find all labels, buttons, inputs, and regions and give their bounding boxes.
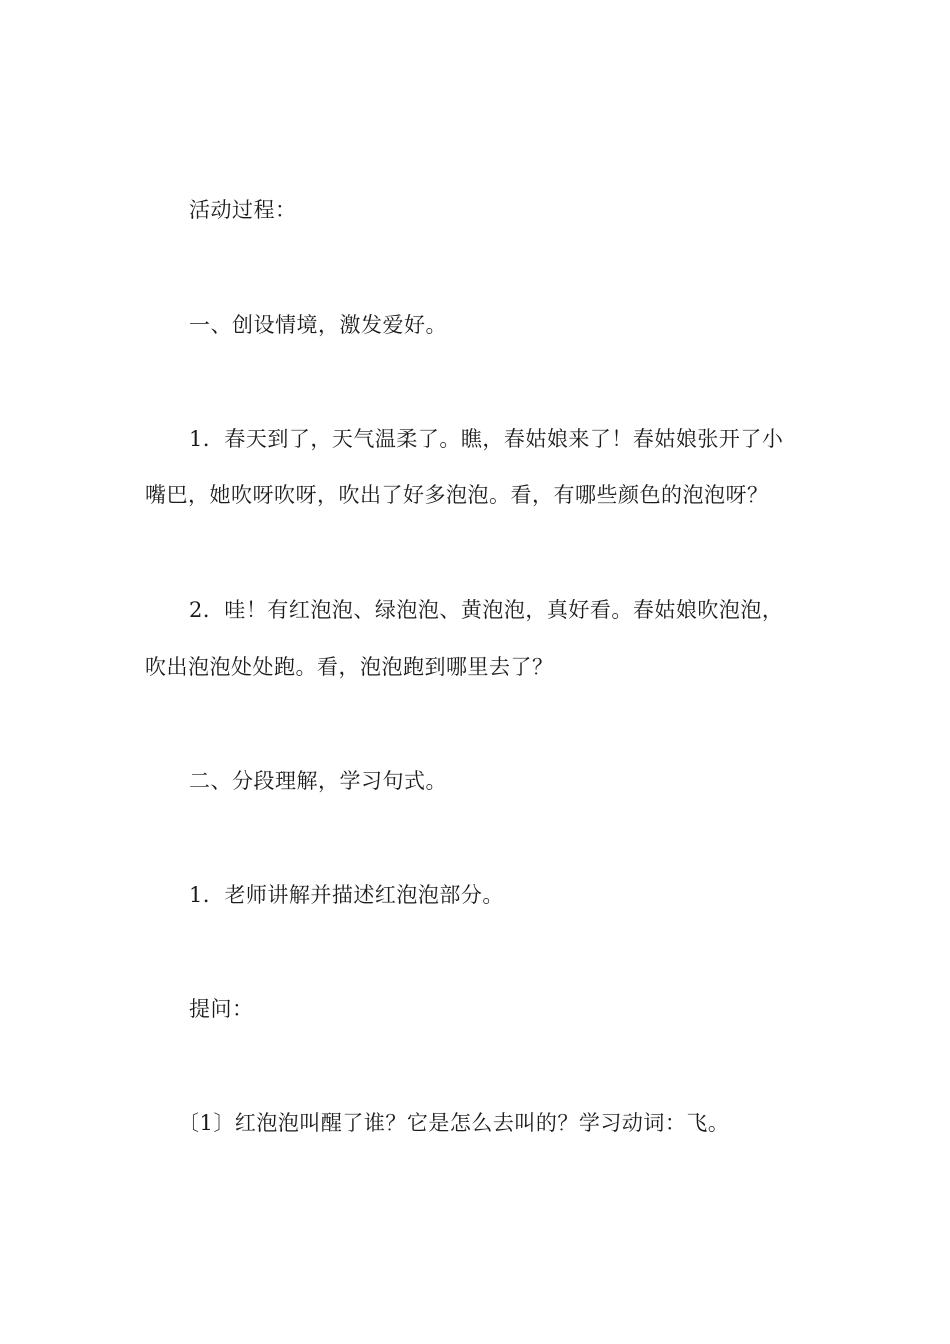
question-1: 〔1〕红泡泡叫醒了谁？它是怎么去叫的？学习动词：飞。 <box>178 1111 730 1135</box>
item-3: 1．老师讲解并描述红泡泡部分。 <box>189 883 504 907</box>
section-two-title: 二、分段理解，学习句式。 <box>189 769 447 793</box>
heading-activity-process: 活动过程： <box>189 198 297 222</box>
item-1-line-2: 嘴巴，她吹呀吹呀，吹出了好多泡泡。看，有哪些颜色的泡泡呀？ <box>145 483 769 507</box>
item-2-line-1: 2．哇！有红泡泡、绿泡泡、黄泡泡，真好看。春姑娘吹泡泡， <box>189 598 784 622</box>
item-2-line-2: 吹出泡泡处处跑。看，泡泡跑到哪里去了？ <box>145 655 554 679</box>
section-one-title: 一、创设情境，激发爱好。 <box>189 313 447 337</box>
question-label: 提问： <box>189 997 254 1021</box>
item-1-line-1: 1．春天到了，天气温柔了。瞧，春姑娘来了！春姑娘张开了小 <box>189 427 784 451</box>
